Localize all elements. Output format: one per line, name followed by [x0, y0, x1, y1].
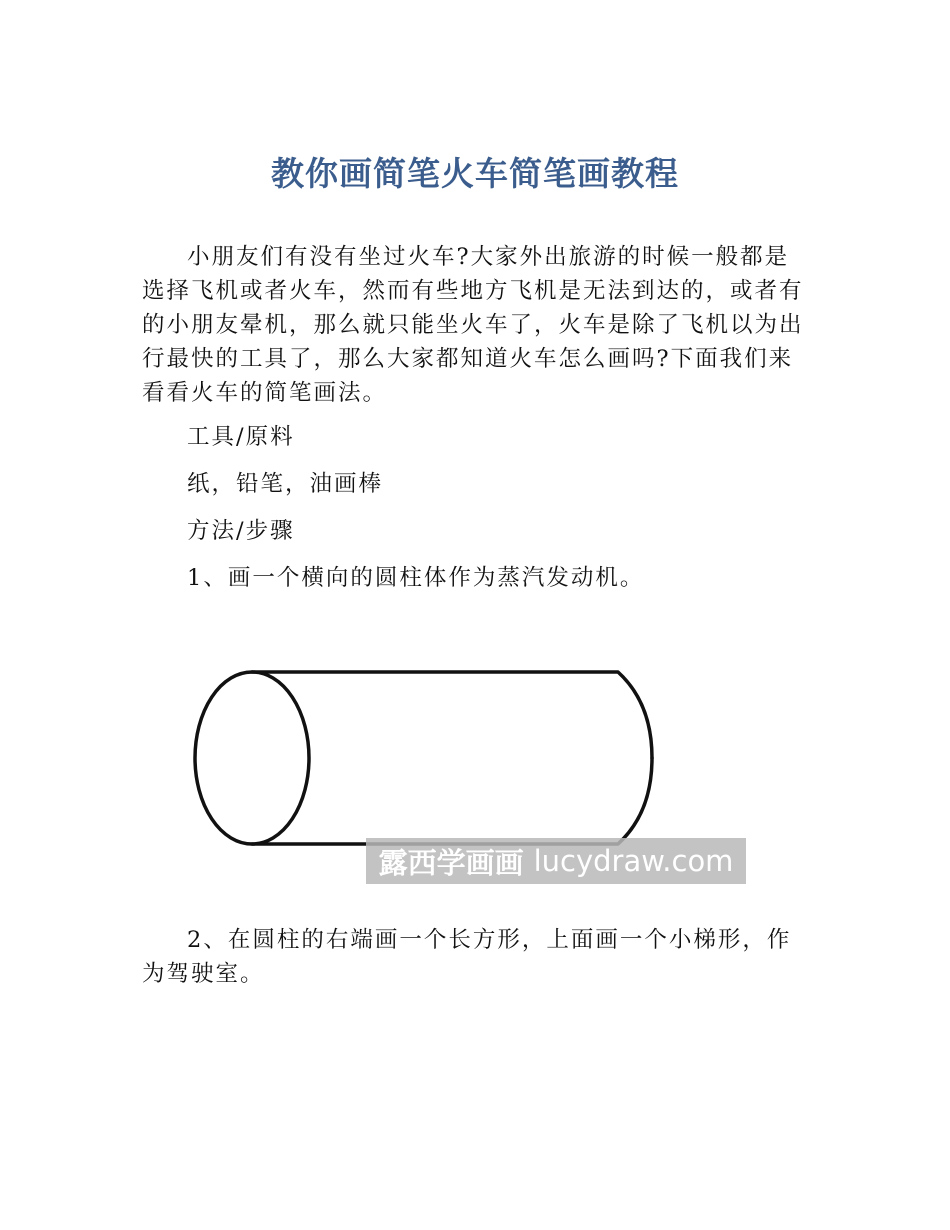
watermark-url-text: lucydraw.com — [533, 844, 734, 878]
tools-list: 纸，铅笔，油画棒 — [187, 471, 384, 497]
article-body — [142, 240, 807, 991]
watermark-banner — [366, 838, 746, 884]
step-2-text: 2、在圆柱的右端画一个长方形，上面画一个小梯形，作为驾驶室。 — [142, 927, 792, 987]
tools-heading: 工具/原料 — [187, 424, 295, 450]
cylinder-left-end — [195, 672, 309, 844]
cylinder-top-edge — [252, 672, 652, 758]
intro-paragraph: 小朋友们有没有坐过火车?大家外出旅游的时候一般都是选择飞机或者火车，然而有些地方飞机是无法到达的，或者有的小朋友晕机，那么就只能坐火车了，火车是除了飞机以为出行最快的工具了，那么大家都知道火车怎么画吗?下面我们来看看火车的简笔画法。 — [142, 244, 804, 406]
watermark-cn-text: 露西学画画 — [378, 845, 524, 880]
page-title: 教你画简笔火车简笔画教程 — [271, 154, 679, 193]
cylinder-bottom-edge — [252, 758, 652, 844]
cylinder-drawing-figure — [190, 633, 750, 903]
method-heading: 方法/步骤 — [187, 518, 295, 544]
step-1-text: 1、画一个横向的圆柱体作为蒸汽发动机。 — [187, 565, 645, 591]
